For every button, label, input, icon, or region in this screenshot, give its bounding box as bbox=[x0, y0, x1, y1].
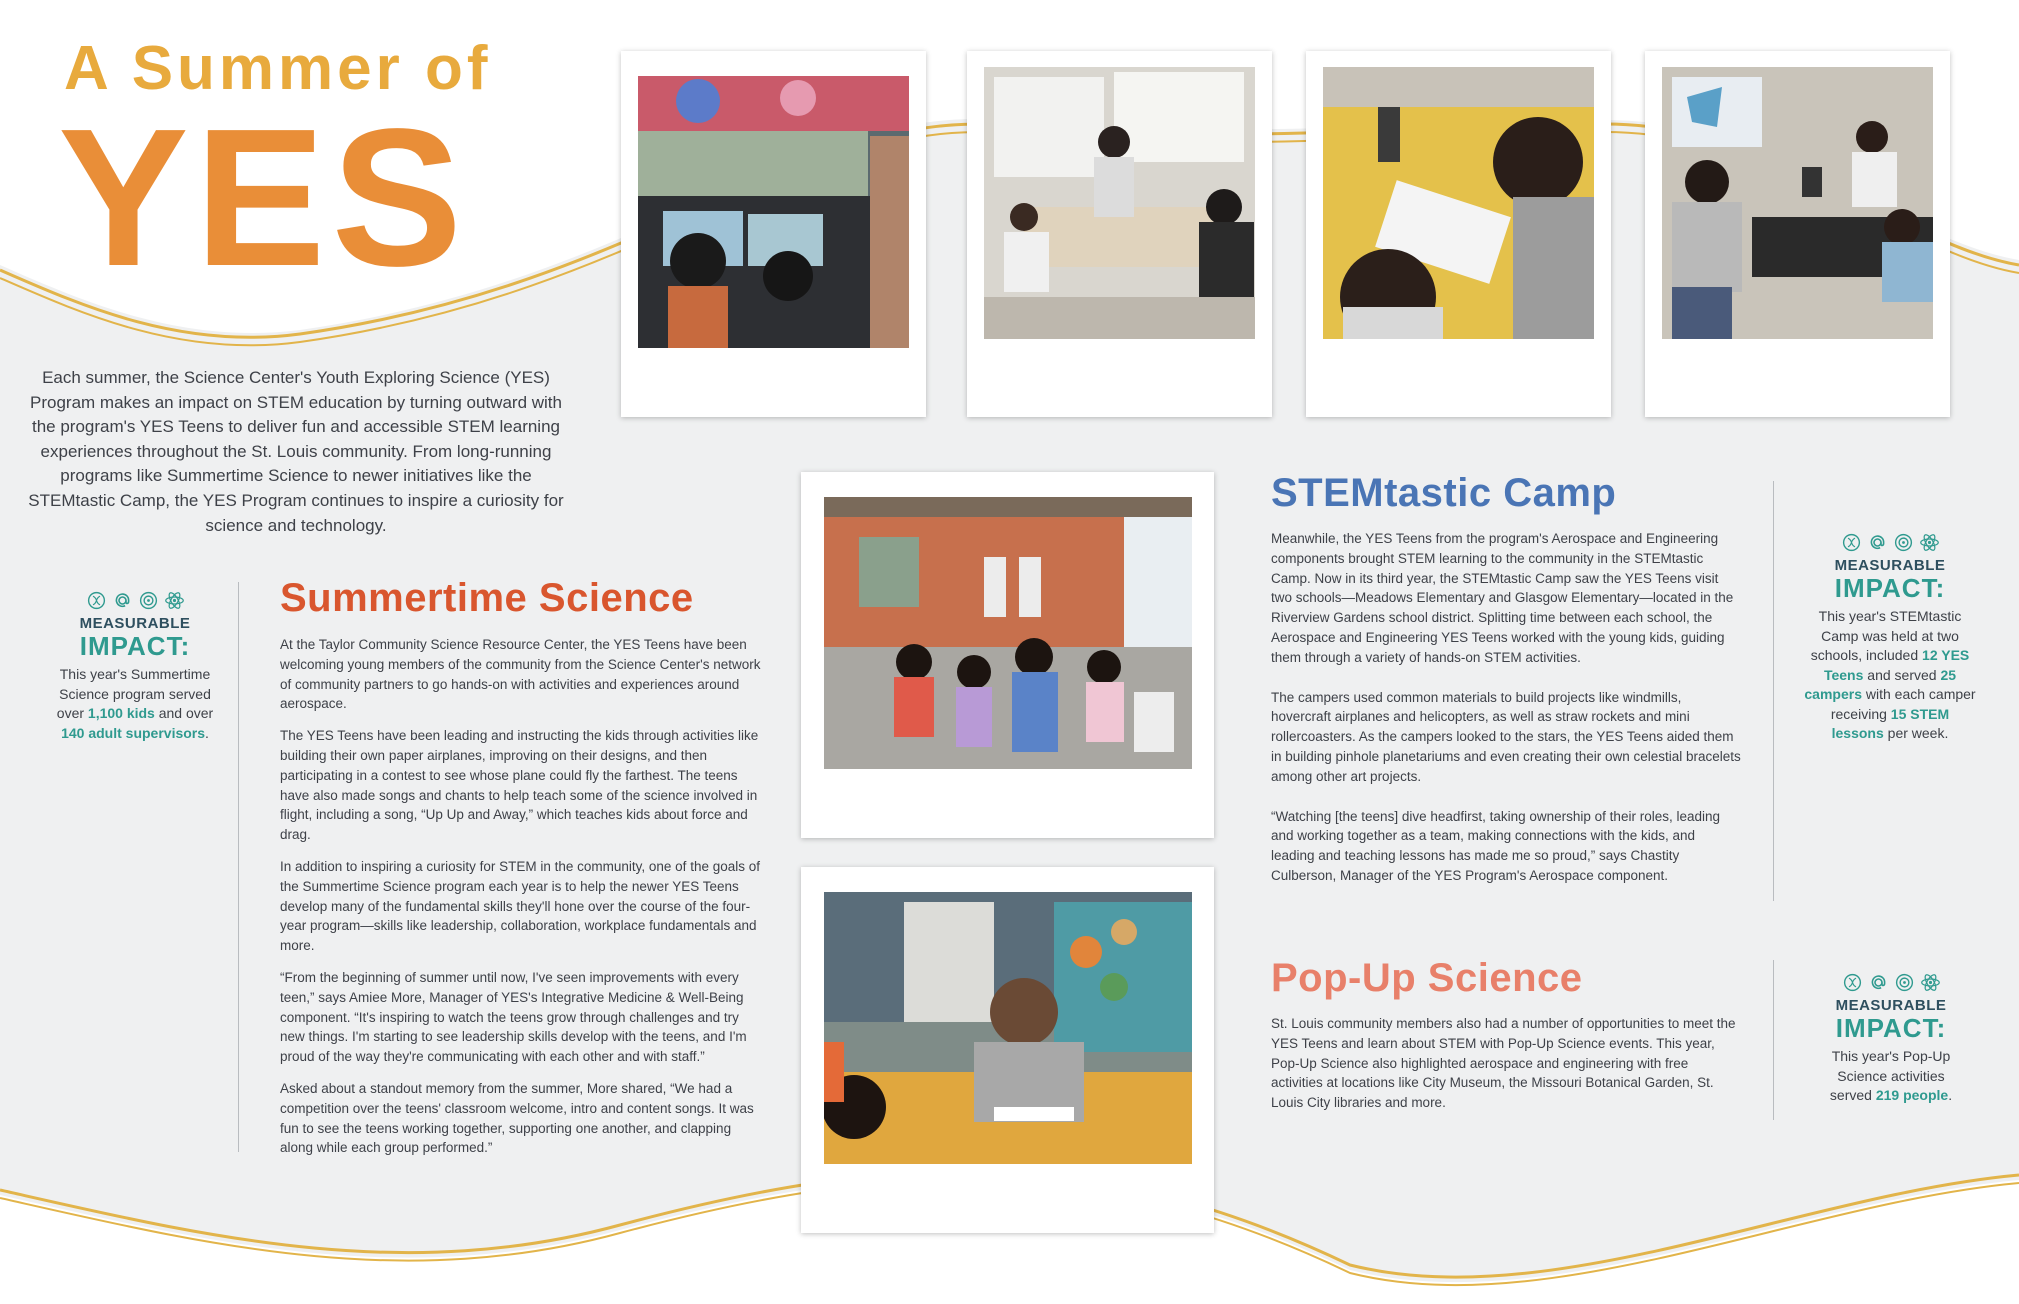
photo-card-6 bbox=[801, 867, 1214, 1233]
impact-icons bbox=[1804, 532, 1976, 553]
popup-divider bbox=[1773, 960, 1774, 1120]
stemtastic-paragraph: The campers used common materials to build projects like windmills, hovercraft airplanes and helicopters, as well as straw rockets and mini rollercoasters. As the campers looked to the stars, the YES Teens aided them in building pinhole planetariums and even creating their own celestial bracelets among other art projects. bbox=[1271, 689, 1741, 784]
atom-icon bbox=[164, 590, 185, 611]
popup-impact-box bbox=[1818, 972, 1964, 1106]
photo-outdoor-walkway bbox=[824, 497, 1192, 769]
summertime-impact-box bbox=[52, 590, 218, 743]
impact-highlight: 25 campers bbox=[1804, 666, 1957, 702]
impact-label-big: IMPACT: bbox=[1835, 1013, 1947, 1043]
at-sign-icon bbox=[112, 590, 133, 611]
impact-label-big: IMPACT: bbox=[1834, 573, 1946, 603]
atom-icon bbox=[1920, 972, 1941, 993]
target-icon bbox=[138, 590, 159, 611]
impact-highlight: 12 YES Teens bbox=[1823, 647, 1970, 683]
title-line-1: A Summer of bbox=[64, 34, 492, 103]
stemtastic-paragraph: Meanwhile, the YES Teens from the program's Aerospace and Engineering components brought STEM learning to the community in the STEMtastic Camp. Now in its third year, the STEMtastic Camp saw the YES Teens visit two schools—Meadows Elementary and Glasgow Elementary—located in the Riverview Gardens school district. Splitting time between each school, the Aerospace and Engineering YES Teens worked with the young kids, guiding them through a variety of hands-on STEM activities. bbox=[1271, 531, 1734, 665]
target-icon bbox=[1894, 972, 1915, 993]
photo-card-5 bbox=[801, 472, 1214, 838]
photo-teen-writing bbox=[824, 892, 1192, 1164]
dna-icon bbox=[1841, 532, 1862, 553]
impact-label-small: MEASURABLE bbox=[1835, 997, 1947, 1014]
summertime-paragraph: At the Taylor Community Science Resource Center, the YES Teens have been welcoming young members of the community from the Science Center's network of community partners to go hands-on with activities and experiences around aerospace. bbox=[280, 637, 761, 712]
impact-highlight: 140 adult supervisors bbox=[61, 724, 206, 741]
summertime-paragraph: In addition to inspiring a curiosity for STEM in the community, one of the goals of the Summertime Science program each year is to help the newer YES Teens develop many of the fundamental skills they'll hone over the course of the four-year program—skills like leadership, collaboration, workplace fundamentals and more. bbox=[280, 858, 760, 954]
stemtastic-section bbox=[1271, 473, 1741, 898]
summertime-impact-text bbox=[52, 665, 218, 743]
impact-text-part: This year's Pop-Up Science activities served bbox=[1829, 1048, 1951, 1103]
impact-text-part: . bbox=[1948, 1087, 1953, 1103]
impact-text-part: with each camper receiving bbox=[1830, 686, 1976, 722]
popup-impact-text bbox=[1818, 1047, 1964, 1106]
dna-icon bbox=[1842, 972, 1863, 993]
impact-text-part: and served bbox=[1863, 666, 1941, 683]
stemtastic-impact-box bbox=[1804, 532, 1976, 744]
stemtastic-impact-text bbox=[1804, 607, 1976, 744]
impact-highlight: 15 STEM lessons bbox=[1831, 705, 1950, 741]
stemtastic-paragraph: “Watching [the teens] dive headfirst, taking ownership of their roles, leading and working together as a team, making connections with the kids, and leading and teaching lessons has made me so proud,” says Chastity Culberson, Manager of the YES Program's Aerospace component. bbox=[1271, 808, 1720, 883]
photo-yellow-table bbox=[1323, 67, 1594, 339]
impact-text-part: . bbox=[205, 724, 209, 741]
photo-computer-lab bbox=[638, 76, 909, 348]
at-sign-icon bbox=[1867, 532, 1888, 553]
photo-card-3 bbox=[1306, 51, 1611, 417]
impact-highlight: 1,100 kids bbox=[87, 705, 155, 721]
impact-text-part: This year's Summertime Science program served over bbox=[56, 666, 211, 721]
popup-section bbox=[1271, 958, 1741, 1125]
summertime-paragraph: The YES Teens have been leading and instructing the kids through activities like building their own paper airplanes, improving on their designs, and then participating in a contest to see whose plane could fly the farthest. The teens have also made songs and chants to help teach some of the science involved in flight, including a song, “Up Up and Away,” which teaches kids about force and drag. bbox=[280, 728, 759, 843]
stemtastic-heading: STEMtastic Camp bbox=[1271, 471, 1617, 515]
intro-paragraph: Each summer, the Science Center's Youth Exploring Science (YES) Program makes an impact on STEM education by turning outward with the program's YES Teens to deliver fun and accessible STEM learning experiences throughout the St. Louis community. From long-running programs like Summertime Science to newer initiatives like the STEMtastic Camp, the YES Program continues to inspire a curiosity for science and technology. bbox=[28, 368, 564, 535]
impact-label-small: MEASURABLE bbox=[1834, 557, 1946, 574]
photo-group-activity bbox=[1662, 67, 1933, 339]
impact-text-part: and over bbox=[154, 705, 214, 721]
title-line-2: YES bbox=[58, 88, 469, 307]
summertime-paragraph: “From the beginning of summer until now, I've seen improvements with every teen,” says Amiee More, Manager of YES's Integrative Medicine & Well-Being component. “It's inspiring to watch the teens grow through challenges and try new things. I'm starting to see leadership skills develop with the teens, and I'm proud of the way they're communicating with each other and with staff.” bbox=[280, 969, 747, 1065]
impact-label-small: MEASURABLE bbox=[79, 615, 191, 632]
photo-card-1 bbox=[621, 51, 926, 417]
impact-text-part: per week. bbox=[1883, 725, 1949, 741]
summertime-heading: Summertime Science bbox=[280, 576, 694, 620]
summertime-section bbox=[280, 578, 762, 1170]
target-icon bbox=[1893, 532, 1914, 553]
popup-heading: Pop-Up Science bbox=[1271, 956, 1583, 1000]
dna-icon bbox=[86, 590, 107, 611]
summertime-paragraph: Asked about a standout memory from the summer, More shared, “We had a competition over the teens' classroom welcome, intro and content songs. It was fun to see the teens working together, supporting one another, and clapping along while each group performed.” bbox=[280, 1080, 754, 1156]
popup-paragraph: St. Louis community members also had a number of opportunities to meet the YES Teens and learn about STEM with Pop-Up Science events. This year, Pop-Up Science also highlighted aerospace and engineering with free activities at locations like City Museum, the Missouri Botanical Garden, St. Louis City libraries and more. bbox=[1271, 1016, 1736, 1111]
impact-highlight: 219 people bbox=[1875, 1087, 1949, 1103]
photo-card-4 bbox=[1645, 51, 1950, 417]
summertime-divider bbox=[238, 582, 239, 1152]
photo-card-2 bbox=[967, 51, 1272, 417]
impact-icons bbox=[52, 590, 218, 611]
impact-label-big: IMPACT: bbox=[79, 631, 191, 661]
impact-text-part: This year's STEMtastic Camp was held at two schools, included bbox=[1810, 608, 1962, 663]
photo-classroom-tables bbox=[984, 67, 1255, 339]
atom-icon bbox=[1919, 532, 1940, 553]
impact-icons bbox=[1818, 972, 1964, 993]
stemtastic-divider bbox=[1773, 481, 1774, 901]
at-sign-icon bbox=[1868, 972, 1889, 993]
